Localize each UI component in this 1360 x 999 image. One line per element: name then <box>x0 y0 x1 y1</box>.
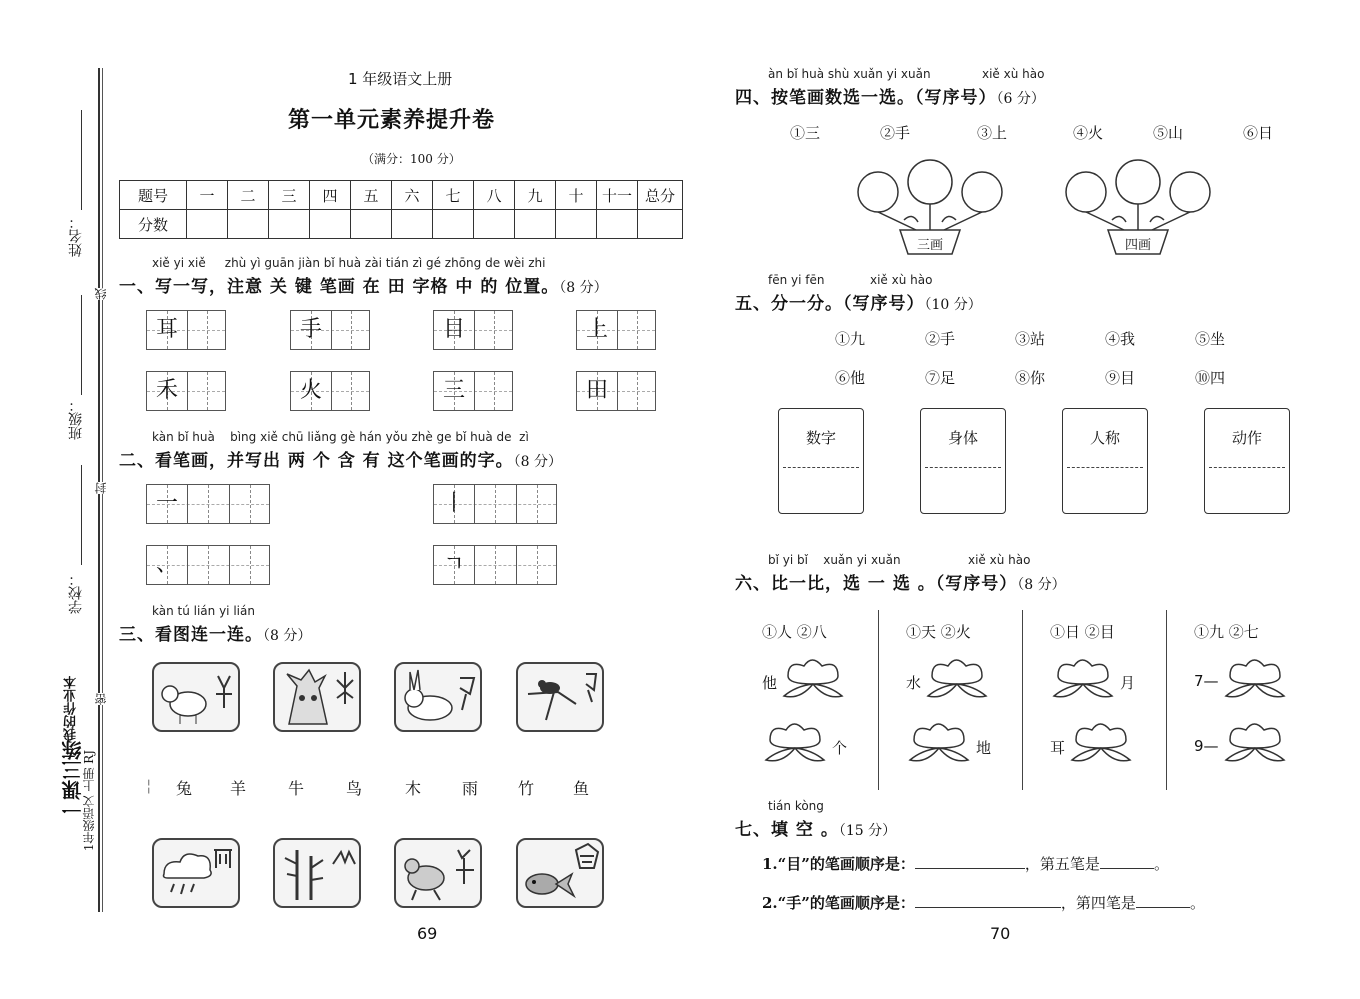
score-row-label: 题号 <box>120 181 187 210</box>
flower-blank-icon[interactable] <box>780 656 846 702</box>
score-cell[interactable] <box>310 210 351 239</box>
flower-pot-1[interactable] <box>856 156 1004 256</box>
q6-char-b: 个 <box>832 739 848 757</box>
q6-pinyin: bǐ yi bǐ xuǎn yi xuǎn <box>768 553 901 567</box>
score-col: 十一 <box>597 181 638 210</box>
score-col: 四 <box>310 181 351 210</box>
rabbit-icon <box>396 664 480 730</box>
q4-option: ⑥日 <box>1243 124 1274 142</box>
score-col: 十 <box>556 181 597 210</box>
q3-title <box>119 620 311 645</box>
q3-title-text: 三、看图连一连。 <box>119 625 263 645</box>
stroke-char: 丨 <box>442 491 465 516</box>
page-number-right: 70 <box>990 924 1011 943</box>
q5-option: ⑩四 <box>1195 369 1226 387</box>
cut-line-label-1: 线 <box>94 288 108 300</box>
rabbit-glyph-icon <box>460 678 474 710</box>
grid-char: 三 <box>442 378 465 403</box>
q3-pinyin: kàn tú lián yi lián <box>152 604 255 618</box>
pot-label: 三画 <box>916 238 943 253</box>
tianzi-grid[interactable] <box>433 310 513 350</box>
q4-option: ③上 <box>977 124 1008 142</box>
q6-title <box>735 569 1066 594</box>
q4-option: ④火 <box>1073 124 1104 142</box>
flower-blank-icon[interactable] <box>1050 656 1116 702</box>
sheep-icon <box>154 664 238 730</box>
q7-item-1-tail: ，第五笔是 <box>1024 855 1100 873</box>
rain-glyph-icon <box>214 850 232 868</box>
score-col: 总分 <box>638 181 683 210</box>
school-label: 学校： <box>68 572 84 614</box>
q2-points: （8 分） <box>513 454 562 470</box>
word-option[interactable]: 鸟 <box>346 779 363 798</box>
score-cell[interactable] <box>515 210 556 239</box>
score-table-row-score <box>120 210 683 239</box>
q7-item-2-text: 2.“手”的笔画顺序是： <box>762 894 915 912</box>
score-row-label: 分数 <box>120 210 187 239</box>
school-field-line[interactable] <box>81 465 82 565</box>
q4-title-text: 四、按笔画数选一选。（写序号） <box>735 88 997 108</box>
q7-title-text: 七、填 空 。 <box>735 820 839 840</box>
answer-blank[interactable] <box>1136 893 1190 908</box>
q5-option: ⑤坐 <box>1195 330 1226 348</box>
q6-char-a: 7— <box>1194 672 1219 690</box>
q5-option: ⑦足 <box>925 369 956 387</box>
q4-title <box>735 83 1045 108</box>
answer-blank[interactable] <box>1100 854 1154 869</box>
grid-char: 田 <box>585 378 608 403</box>
word-bullet: ¦ <box>146 776 152 795</box>
flower-blank-icon[interactable] <box>924 656 990 702</box>
score-cell[interactable] <box>474 210 515 239</box>
stroke-grid[interactable] <box>433 484 557 524</box>
ox-picture[interactable] <box>394 838 482 908</box>
word-option[interactable]: 鱼 <box>573 779 590 798</box>
name-field-line[interactable] <box>81 110 82 210</box>
score-table-row-header <box>120 181 683 210</box>
word-option[interactable]: 牛 <box>288 779 305 798</box>
tianzi-grid[interactable] <box>290 310 370 350</box>
q5-title-text: 五、分一分。（写序号） <box>735 294 925 314</box>
score-col: 三 <box>269 181 310 210</box>
q6-char-a: 月 <box>1120 674 1136 692</box>
pot-label: 四画 <box>1124 238 1151 253</box>
grid-char: 上 <box>585 317 608 342</box>
answer-blank[interactable] <box>915 854 1025 869</box>
grid-char: 手 <box>299 317 322 342</box>
score-cell[interactable] <box>228 210 269 239</box>
score-cell[interactable] <box>638 210 683 239</box>
q6-options: ①九 ②七 <box>1194 623 1259 641</box>
q6-char-b: 耳 <box>1050 739 1066 757</box>
grid-char: 禾 <box>155 378 178 403</box>
score-col: 五 <box>351 181 392 210</box>
bamboo-picture[interactable] <box>273 838 361 908</box>
fish-icon <box>518 840 602 906</box>
score-col: 一 <box>187 181 228 210</box>
flower-blank-icon[interactable] <box>906 720 972 766</box>
rain-cloud-icon <box>154 840 238 906</box>
q5-pinyin-2: xiě xù hào <box>870 273 933 287</box>
category-scroll[interactable] <box>1062 408 1148 514</box>
tianzi-grid[interactable] <box>146 310 226 350</box>
q7-item-2-tail: ，第四笔是 <box>1060 894 1136 912</box>
tianzi-grid[interactable] <box>290 371 370 411</box>
q2-title-text: 二、看笔画，并写出 两 个 含 有 这个笔画的字。 <box>119 451 514 471</box>
tree-stump-icon <box>275 664 359 730</box>
tree-glyph-icon <box>337 672 353 704</box>
flower-blank-icon[interactable] <box>1222 656 1288 702</box>
divider <box>878 610 879 790</box>
class-field-line[interactable] <box>81 295 82 395</box>
category-scroll[interactable] <box>920 408 1006 514</box>
grade-info: 1年级语文 上册 RJ <box>82 750 96 852</box>
q6-points: （8 分） <box>1017 577 1066 593</box>
bamboo-icon <box>275 840 359 906</box>
q6-char-a: 他 <box>762 674 778 692</box>
ox-icon <box>396 840 480 906</box>
q7-end-mark: 。 <box>1189 894 1205 912</box>
stroke-grid[interactable] <box>146 545 270 585</box>
q7-title <box>735 815 896 840</box>
score-col: 二 <box>228 181 269 210</box>
series-title: 我的作业本 <box>64 676 79 741</box>
tianzi-grid[interactable] <box>146 371 226 411</box>
stroke-char: 一 <box>155 491 178 516</box>
score-cell[interactable] <box>392 210 433 239</box>
q6-char-b: 地 <box>976 739 992 757</box>
scroll-label: 数字 <box>805 429 836 447</box>
stroke-grid[interactable] <box>146 484 270 524</box>
cut-line-label-3: 密 <box>94 693 108 705</box>
grid-char: 耳 <box>155 317 178 342</box>
score-col: 七 <box>433 181 474 210</box>
q6-options: ①人 ②八 <box>762 623 827 641</box>
tree-picture[interactable] <box>273 662 361 732</box>
stroke-char: ㄱ <box>443 552 465 577</box>
flower-blank-icon[interactable] <box>762 720 828 766</box>
q1-points: （8 分） <box>559 280 608 296</box>
q7-pinyin: tián kòng <box>768 799 824 813</box>
q7-item-1 <box>762 853 1169 874</box>
q5-option: ⑨目 <box>1105 369 1136 387</box>
ox-glyph-icon <box>456 850 474 884</box>
rabbit-picture[interactable] <box>394 662 482 732</box>
flower-blank-icon[interactable] <box>1222 720 1288 766</box>
rain-picture[interactable] <box>152 838 240 908</box>
q6-options: ①日 ②目 <box>1050 623 1115 641</box>
q4-pinyin-2: xiě xù hào <box>982 67 1045 81</box>
word-option[interactable]: 木 <box>405 779 422 798</box>
score-col: 六 <box>392 181 433 210</box>
q5-option: ②手 <box>925 330 956 348</box>
brand-logo: 一课三练 <box>61 740 85 820</box>
category-scroll[interactable] <box>778 408 864 514</box>
q1-title <box>119 272 608 297</box>
fish-picture[interactable] <box>516 838 604 908</box>
name-label: 姓名： <box>68 215 84 257</box>
subject-label: 1 年级语文上册 <box>348 70 453 88</box>
tianzi-grid[interactable] <box>576 310 656 350</box>
divider <box>1022 610 1023 790</box>
q5-pinyin: fēn yi fēn <box>768 273 825 287</box>
bird-glyph-icon <box>586 674 596 702</box>
q5-title <box>735 289 982 314</box>
stroke-grid[interactable] <box>433 545 557 585</box>
q7-end-mark: 。 <box>1153 855 1169 873</box>
q7-item-1-text: 1.“目”的笔画顺序是： <box>762 855 915 873</box>
q5-option: ⑥他 <box>835 369 866 387</box>
q4-points: （6 分） <box>996 91 1045 107</box>
q4-option: ①三 <box>790 124 821 142</box>
fish-glyph-icon <box>576 844 598 868</box>
q4-pinyin: àn bǐ huà shù xuǎn yi xuǎn <box>768 67 931 81</box>
divider <box>1166 610 1167 790</box>
category-scroll[interactable] <box>1204 408 1290 514</box>
page-number-left: 69 <box>417 924 438 943</box>
q4-option: ⑤山 <box>1153 124 1184 142</box>
score-col: 八 <box>474 181 515 210</box>
flower-pot-2[interactable] <box>1064 156 1212 256</box>
cut-line-label-2: 封 <box>94 482 108 494</box>
sheep-picture[interactable] <box>152 662 240 732</box>
q6-options: ①天 ②火 <box>906 623 971 641</box>
q5-points: （10 分） <box>924 297 982 313</box>
q1-pinyin: xiě yi xiě zhù yì guān jiàn bǐ huà zài tián zì gé zhōng de wèi zhi <box>152 256 546 270</box>
q1-title-text: 一、写一写，注意 关 键 笔画 在 田 字格 中 的 位置。 <box>119 277 560 297</box>
word-option[interactable]: 竹 <box>518 779 535 798</box>
score-cell[interactable] <box>556 210 597 239</box>
q2-pinyin: kàn bǐ huà bìng xiě chū liǎng gè hán yǒu zhè ge bǐ huà de zì <box>152 430 529 444</box>
sheep-glyph-icon <box>216 676 232 708</box>
stroke-char: 、 <box>155 552 178 577</box>
q5-option: ④我 <box>1105 330 1136 348</box>
q2-title <box>119 446 562 471</box>
score-cell[interactable] <box>597 210 638 239</box>
tianzi-grid[interactable] <box>576 371 656 411</box>
tianzi-grid[interactable] <box>433 371 513 411</box>
q5-option: ⑧你 <box>1015 369 1046 387</box>
bird-picture[interactable] <box>516 662 604 732</box>
scroll-label: 身体 <box>947 429 978 447</box>
score-col: 九 <box>515 181 556 210</box>
flower-blank-icon[interactable] <box>1068 720 1134 766</box>
word-option[interactable]: 雨 <box>462 779 479 798</box>
score-cell[interactable] <box>269 210 310 239</box>
bird-icon <box>518 664 602 730</box>
q6-pinyin-2: xiě xù hào <box>968 553 1031 567</box>
answer-blank[interactable] <box>915 893 1061 908</box>
q6-char-a: 水 <box>906 674 922 692</box>
q6-char-b: 9— <box>1194 737 1219 755</box>
score-table <box>119 180 683 239</box>
q3-points: （8 分） <box>263 628 312 644</box>
class-label: 班级： <box>68 398 84 440</box>
page-title: 第一单元素养提升卷 <box>288 107 496 133</box>
q7-item-2 <box>762 892 1205 913</box>
scroll-label: 动作 <box>1231 429 1262 447</box>
scroll-label: 人称 <box>1089 429 1120 447</box>
full-score: （满分：100 分） <box>362 152 461 166</box>
score-cell[interactable] <box>351 210 392 239</box>
word-option[interactable]: 羊 <box>230 779 247 798</box>
q5-option: ③站 <box>1015 330 1046 348</box>
word-option[interactable]: 兔 <box>176 779 193 798</box>
grid-char: 火 <box>299 378 322 403</box>
bamboo-glyph-icon <box>333 852 355 864</box>
q5-option: ①九 <box>835 330 866 348</box>
grid-char: 目 <box>442 317 465 342</box>
score-cell[interactable] <box>187 210 228 239</box>
q7-points: （15 分） <box>838 823 897 839</box>
score-cell[interactable] <box>433 210 474 239</box>
q6-title-text: 六、比一比，选 一 选 。（写序号） <box>735 574 1018 594</box>
q4-option: ②手 <box>880 124 911 142</box>
